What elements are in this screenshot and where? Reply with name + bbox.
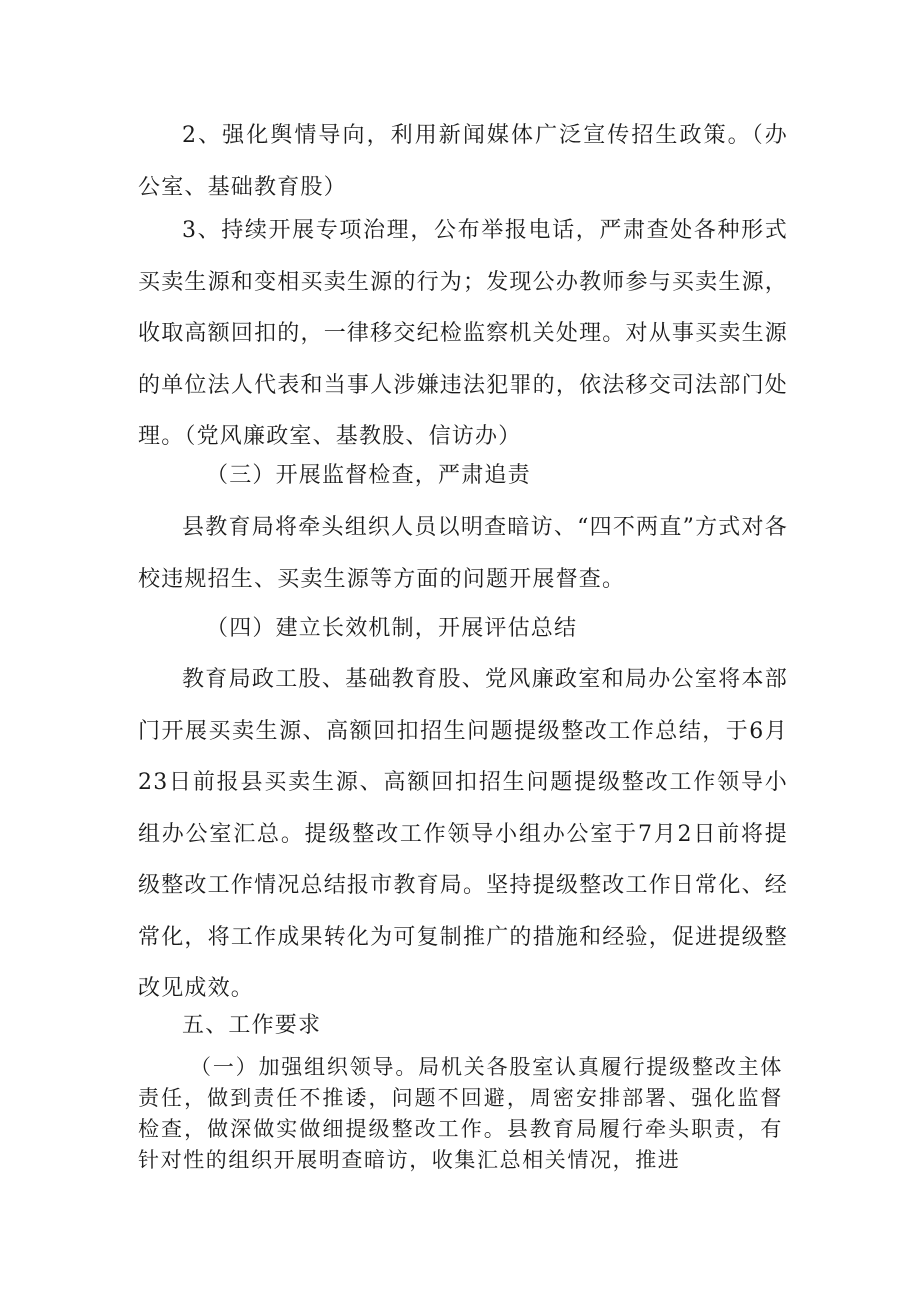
heading-supervision-inspection: （三）开展监督检查，严肃追责 [206, 463, 531, 488]
paragraph-summary-evaluation: 教育局政工股、基础教育股、党风廉政室和局办公室将本部门开展买卖生源、高额回扣招生问题提级整改工作总结，于6月23日前报县买卖生源、高额回扣招生问题提级整改工作领导小组办公室汇总。提级整改工作领导小组办公室于7月2日前将提级整改工作情况总结报市教育局。坚持提级整改工作日常化、经常化，将工作成果转化为可复制推广的措施和经验，促进提级整改见成效。 [138, 667, 788, 1001]
paragraph-organizational-leadership: （一）加强组织领导。局机关各股室认真履行提级整改主体责任，做到责任不推诿，问题不回避，周密安排部署、强化监督检查，做深做实做细提级整改工作。县教育局履行牵头职责，有针对性的组织开展明查暗访，收集汇总相关情况，推进 [138, 1055, 783, 1172]
paragraph-media-guidance: 2、强化舆情导向，利用新闻媒体广泛宣传招生政策。（办公室、基础教育股） [138, 123, 788, 200]
section-title-work-requirements: 五、工作要求 [182, 1013, 322, 1038]
paragraph-special-governance: 3、持续开展专项治理，公布举报电话，严肃查处各种形式买卖生源和变相买卖生源的行为；发现公办教师参与买卖生源，收取高额回扣的，一律移交纪检监察机关处理。对从事买卖生源的单位法人代表和当事人涉嫌违法犯罪的，依法移交司法部门处理。（党风廉政室、基教股、信访办） [138, 218, 788, 449]
heading-long-term-mechanism: （四）建立长效机制，开展评估总结 [206, 616, 578, 641]
paragraph-inspection-detail: 县教育局将牵头组织人员以明查暗访、“四不两直”方式对各校违规招生、买卖生源等方面的问题开展督查。 [138, 515, 788, 592]
